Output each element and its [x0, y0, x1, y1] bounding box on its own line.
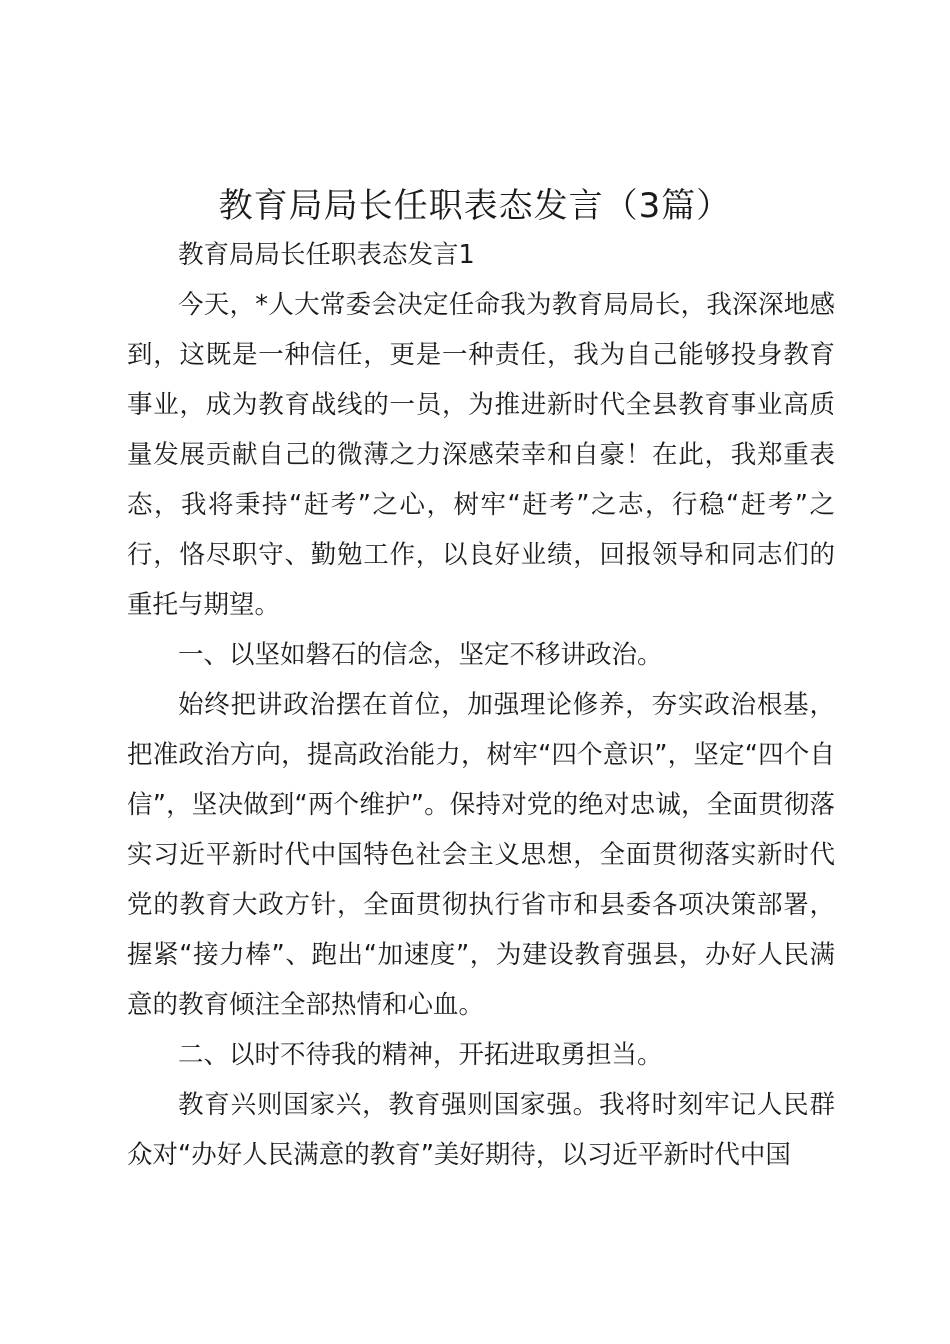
section-heading-1: 一、以坚如磐石的信念，坚定不移讲政治。 — [178, 640, 663, 670]
section-heading-2: 二、以时不待我的精神，开拓进取勇担当。 — [178, 1040, 663, 1070]
paragraph-education: 教育兴则国家兴，教育强则国家强。我将时刻牢记人民群众对“办好人民满意的教育”美好期待，以习近平新时代中国 — [127, 1090, 835, 1170]
section-subtitle: 教育局局长任职表态发言1 — [178, 240, 475, 270]
paragraph-intro: 今天，*人大常委会决定任命我为教育局局长，我深深地感到，这既是一种信任，更是一种责任，我为自己能够投身教育事业，成为教育战线的一员，为推进新时代全县教育事业高质量发展贡献自己的微薄之力深感荣幸和自豪！在此，我郑重表态，我将秉持“赶考”之心，树牢“赶考”之志，行稳“赶考”之行，恪尽职守、勤勉工作，以良好业绩，回报领导和同志们的重托与期望。 — [127, 290, 835, 620]
document-title: 教育局局长任职表态发言（3篇） — [218, 186, 732, 226]
paragraph-politics: 始终把讲政治摆在首位，加强理论修养，夯实政治根基，把准政治方向，提高政治能力，树牢“四个意识”，坚定“四个自信”，坚决做到“两个维护”。保持对党的绝对忠诚，全面贯彻落实习近平新时代中国特色社会主义思想，全面贯彻落实新时代党的教育大政方针，全面贯彻执行省市和县委各项决策部署，握紧“接力棒”、跑出“加速度”，为建设教育强县，办好人民满意的教育倾注全部热情和心血。 — [127, 690, 835, 1020]
document-body — [127, 230, 835, 1180]
